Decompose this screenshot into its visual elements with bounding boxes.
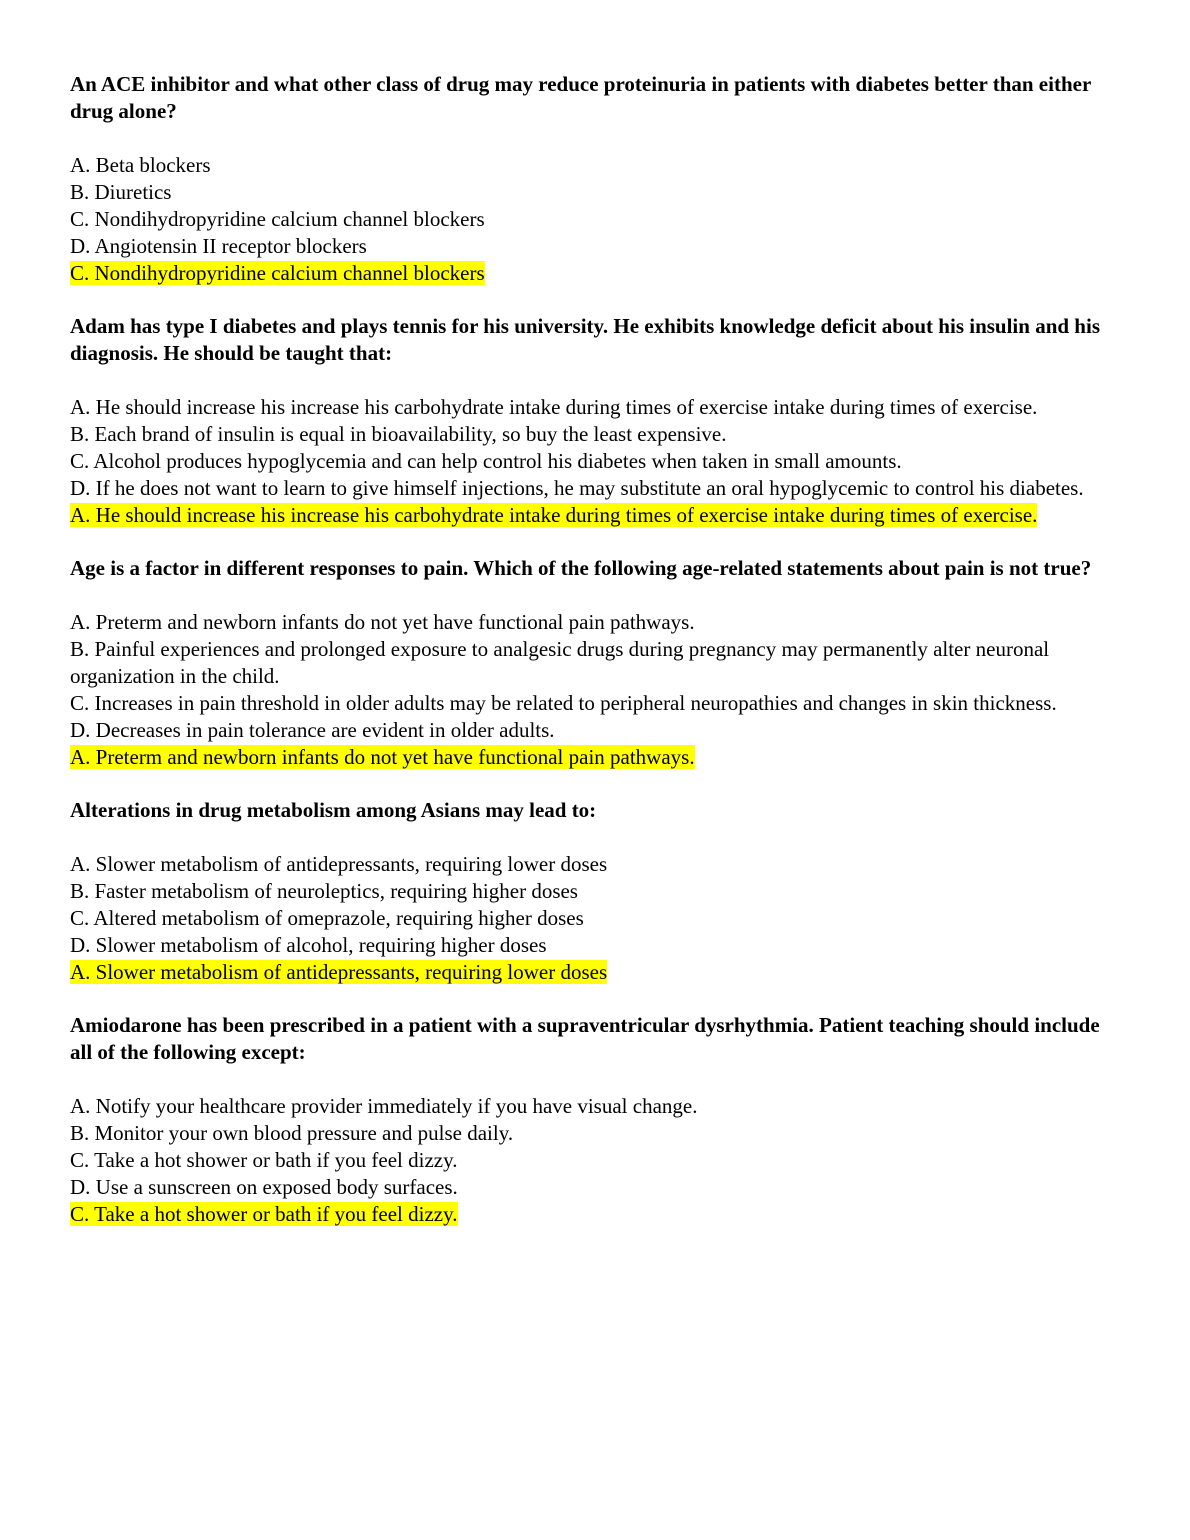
question-5 [70, 1012, 1115, 1228]
highlighted-answer [70, 744, 1115, 771]
question-stem: Adam has type I diabetes and plays tennis for his university. He exhibits knowledge deficit about his insulin and his diagnosis. He should be taught that: [70, 314, 1100, 365]
question-4 [70, 797, 1115, 986]
option-c: C. Increases in pain threshold in older adults may be related to peripheral neuropathies and changes in skin thickness. [70, 691, 1057, 715]
question-1 [70, 71, 1115, 287]
answer-text: A. Preterm and newborn infants do not yet have functional pain pathways. [70, 745, 695, 769]
question-2 [70, 313, 1115, 529]
option-a: A. Slower metabolism of antidepressants, requiring lower doses [70, 852, 608, 876]
question-stem: An ACE inhibitor and what other class of drug may reduce proteinuria in patients with diabetes better than either drug alone? [70, 72, 1091, 123]
option-d: D. If he does not want to learn to give himself injections, he may substitute an oral hypoglycemic to control his diabetes. [70, 476, 1084, 500]
question-3 [70, 555, 1115, 771]
option-b: B. Diuretics [70, 180, 172, 204]
question-stem: Amiodarone has been prescribed in a patient with a supraventricular dysrhythmia. Patient teaching should include all of the following except: [70, 1013, 1100, 1064]
answer-text: A. He should increase his increase his carbohydrate intake during times of exercise intake during times of exercise. [70, 503, 1038, 527]
option-d: D. Slower metabolism of alcohol, requiring higher doses [70, 933, 547, 957]
highlighted-answer [70, 1201, 1115, 1228]
answer-text: A. Slower metabolism of antidepressants, requiring lower doses [70, 960, 608, 984]
option-a: A. He should increase his increase his carbohydrate intake during times of exercise intake during times of exercise. [70, 395, 1038, 419]
option-a: A. Preterm and newborn infants do not yet have functional pain pathways. [70, 610, 695, 634]
option-c: C. Nondihydropyridine calcium channel blockers [70, 207, 485, 231]
highlighted-answer [70, 260, 1115, 287]
question-stem: Age is a factor in different responses to pain. Which of the following age-related statements about pain is not true? [70, 556, 1092, 580]
option-b: B. Each brand of insulin is equal in bioavailability, so buy the least expensive. [70, 422, 727, 446]
option-c: C. Altered metabolism of omeprazole, requiring higher doses [70, 906, 584, 930]
option-d: D. Use a sunscreen on exposed body surfaces. [70, 1175, 458, 1199]
question-stem: Alterations in drug metabolism among Asians may lead to: [70, 798, 597, 822]
highlighted-answer [70, 502, 1115, 529]
option-d: D. Decreases in pain tolerance are evident in older adults. [70, 718, 555, 742]
option-a: A. Beta blockers [70, 153, 211, 177]
answer-text: C. Nondihydropyridine calcium channel blockers [70, 261, 485, 285]
answer-text: C. Take a hot shower or bath if you feel dizzy. [70, 1202, 458, 1226]
option-c: C. Alcohol produces hypoglycemia and can help control his diabetes when taken in small amounts. [70, 449, 902, 473]
highlighted-answer [70, 959, 1115, 986]
option-b: B. Painful experiences and prolonged exposure to analgesic drugs during pregnancy may permanently alter neuronal organization in the child. [70, 637, 1050, 688]
option-c: C. Take a hot shower or bath if you feel dizzy. [70, 1148, 458, 1172]
option-b: B. Monitor your own blood pressure and pulse daily. [70, 1121, 514, 1145]
option-b: B. Faster metabolism of neuroleptics, requiring higher doses [70, 879, 578, 903]
option-d: D. Angiotensin II receptor blockers [70, 234, 367, 258]
option-a: A. Notify your healthcare provider immediately if you have visual change. [70, 1094, 698, 1118]
document-page [70, 71, 1115, 1254]
